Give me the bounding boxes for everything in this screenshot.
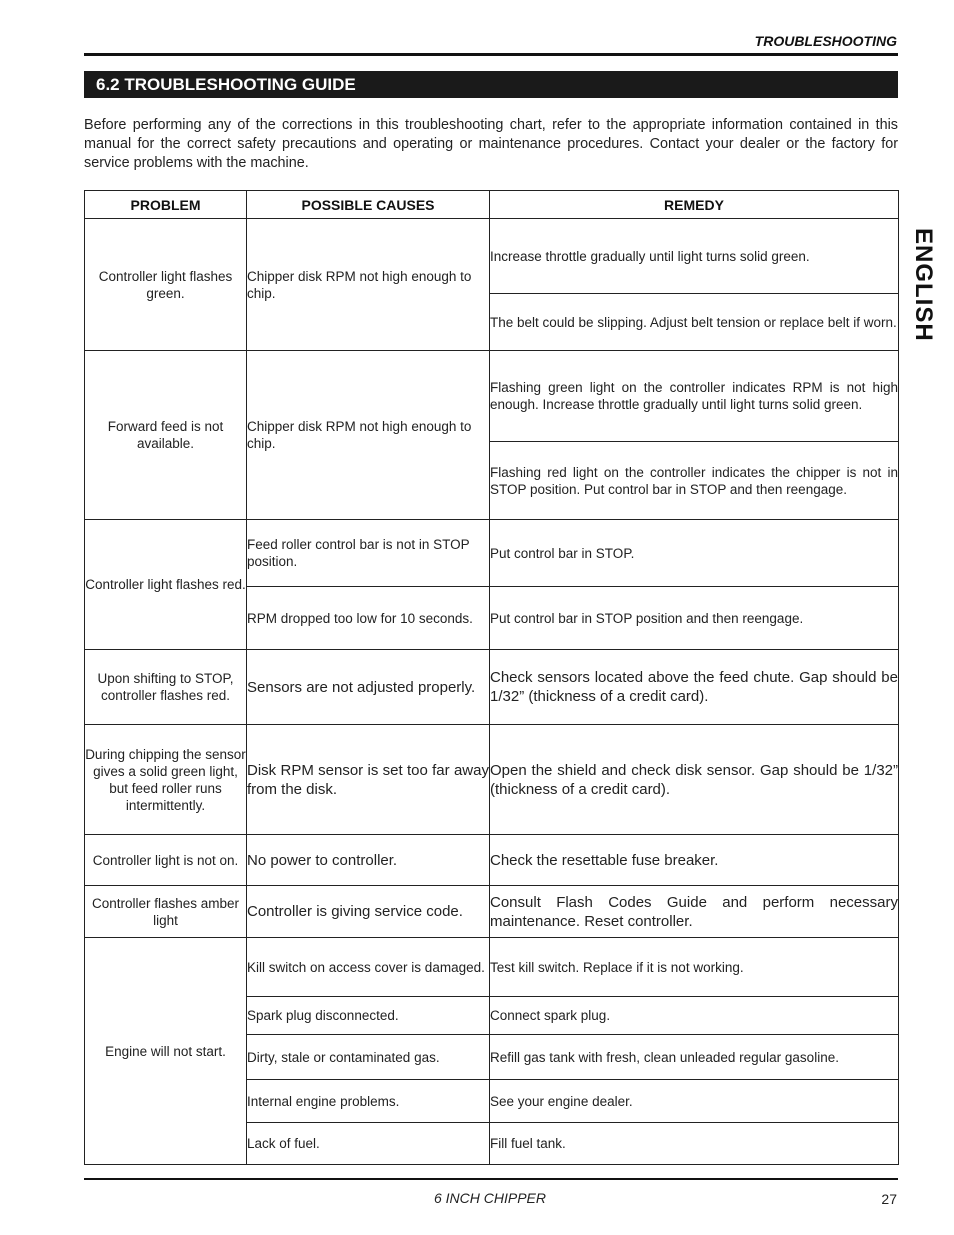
cause-cell: Internal engine problems. xyxy=(247,1080,490,1123)
remedy-cell: Check sensors located above the feed chute. Gap should be 1/32” (thickness of a credit card). xyxy=(490,650,899,725)
remedy-cell: Connect spark plug. xyxy=(490,997,899,1035)
cause-cell: Chipper disk RPM not high enough to chip. xyxy=(247,351,490,520)
problem-cell: Engine will not start. xyxy=(85,938,247,1165)
remedy-cell: Test kill switch. Replace if it is not working. xyxy=(490,938,899,997)
table-row xyxy=(85,886,899,938)
table-row xyxy=(85,351,899,442)
problem-cell: Controller light flashes red. xyxy=(85,520,247,650)
footer-rule xyxy=(84,1178,898,1180)
problem-cell: Controller light flashes green. xyxy=(85,219,247,351)
cause-cell: No power to controller. xyxy=(247,835,490,886)
troubleshooting-table xyxy=(84,190,899,1165)
problem-cell: Controller flashes amber light xyxy=(85,886,247,938)
remedy-cell: Open the shield and check disk sensor. Gap should be 1/32” (thickness of a credit card). xyxy=(490,725,899,835)
header-remedy: REMEDY xyxy=(490,191,899,219)
table-row xyxy=(85,835,899,886)
remedy-cell: Put control bar in STOP. xyxy=(490,520,899,587)
problem-cell: Controller light is not on. xyxy=(85,835,247,886)
remedy-cell: The belt could be slipping. Adjust belt tension or replace belt if worn. xyxy=(490,294,899,351)
remedy-cell: Flashing green light on the controller indicates RPM is not high enough. Increase throttle gradually until light turns solid green. xyxy=(490,351,899,442)
cause-cell: Feed roller control bar is not in STOP position. xyxy=(247,520,490,587)
remedy-cell: See your engine dealer. xyxy=(490,1080,899,1123)
footer-title: 6 INCH CHIPPER xyxy=(433,1190,547,1206)
page-number: 27 xyxy=(881,1191,897,1207)
cause-cell: Controller is giving service code. xyxy=(247,886,490,938)
problem-cell: During chipping the sensor gives a solid green light, but feed roller runs intermittently. xyxy=(85,725,247,835)
table-row xyxy=(85,938,899,997)
cause-cell: Chipper disk RPM not high enough to chip. xyxy=(247,219,490,351)
cause-cell: Spark plug disconnected. xyxy=(247,997,490,1035)
running-header: TROUBLESHOOTING xyxy=(754,33,897,49)
cause-cell: RPM dropped too low for 10 seconds. xyxy=(247,587,490,650)
header-problem: PROBLEM xyxy=(85,191,247,219)
section-title: 6.2 TROUBLESHOOTING GUIDE xyxy=(84,71,898,98)
remedy-cell: Increase throttle gradually until light turns solid green. xyxy=(490,219,899,294)
problem-cell: Upon shifting to STOP, controller flashes red. xyxy=(85,650,247,725)
cause-cell: Lack of fuel. xyxy=(247,1123,490,1165)
header-possible-causes: POSSIBLE CAUSES xyxy=(247,191,490,219)
remedy-cell: Check the resettable fuse breaker. xyxy=(490,835,899,886)
table-row xyxy=(85,650,899,725)
cause-cell: Dirty, stale or contaminated gas. xyxy=(247,1035,490,1080)
remedy-cell: Flashing red light on the controller indicates the chipper is not in STOP position. Put control bar in STOP and then reengage. xyxy=(490,442,899,520)
table-row xyxy=(85,725,899,835)
table-header-row xyxy=(85,191,899,219)
table-row xyxy=(85,219,899,294)
header-rule xyxy=(84,53,898,56)
intro-paragraph: Before performing any of the corrections in this troubleshooting chart, refer to the appropriate information contained in this manual for the correct safety precautions and operating or maintenance procedures. Contact your dealer or the factory for service problems with the machine. xyxy=(84,117,898,171)
cause-cell: Sensors are not adjusted properly. xyxy=(247,650,490,725)
language-side-tab: ENGLISH xyxy=(910,228,937,342)
problem-cell: Forward feed is not available. xyxy=(85,351,247,520)
table-row xyxy=(85,520,899,587)
remedy-cell: Refill gas tank with fresh, clean unleaded regular gasoline. xyxy=(490,1035,899,1080)
remedy-cell: Put control bar in STOP position and then reengage. xyxy=(490,587,899,650)
cause-cell: Kill switch on access cover is damaged. xyxy=(247,938,490,997)
remedy-cell: Fill fuel tank. xyxy=(490,1123,899,1165)
remedy-cell: Consult Flash Codes Guide and perform necessary maintenance. Reset controller. xyxy=(490,886,899,938)
cause-cell: Disk RPM sensor is set too far away from the disk. xyxy=(247,725,490,835)
